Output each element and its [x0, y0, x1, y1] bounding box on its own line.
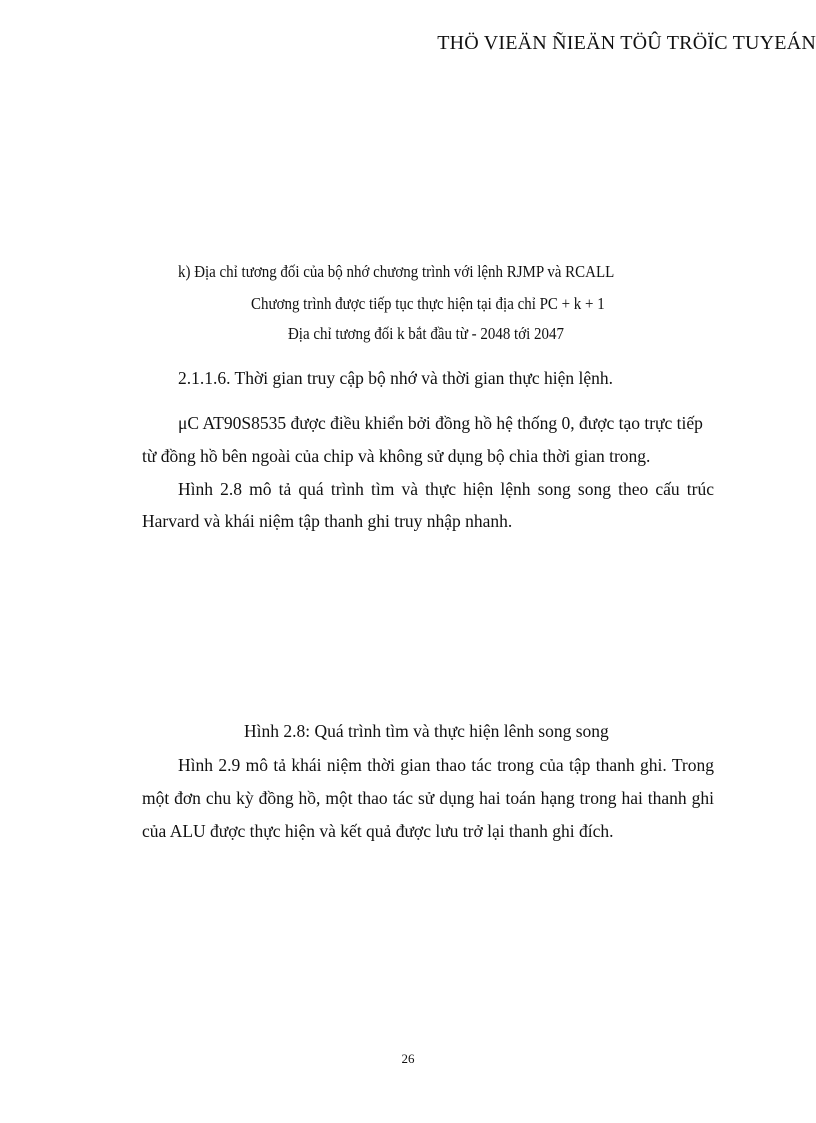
- paragraph-3-line-3: của ALU được thực hiện và kết quả được lưu trở lại thanh ghi đích.: [142, 821, 614, 841]
- paragraph-2-line-2: Harvard và khái niệm tập thanh ghi truy nhập nhanh.: [142, 511, 513, 531]
- rjmp-line-2: Địa chỉ tương đối k bắt đầu từ - 2048 tới 2047: [288, 324, 564, 343]
- paragraph-1-line-1: μC AT90S8535 được điều khiển bởi đồng hồ hệ thống 0, được tạo trực tiếp: [178, 413, 703, 433]
- rjmp-line-1: Chương trình được tiếp tục thực hiện tại địa chỉ PC + k + 1: [251, 294, 605, 313]
- figure-caption: Hình 2.8: Quá trình tìm và thực hiện lênh song song: [244, 721, 609, 741]
- section-heading: 2.1.1.6. Thời gian truy cập bộ nhớ và thời gian thực hiện lệnh.: [178, 368, 613, 388]
- page-header: THÖ VIEÄN ÑIEÄN TÖÛ TRÖÏC TUYEÁN: [437, 32, 816, 54]
- paragraph-2-line-1: Hình 2.8 mô tả quá trình tìm và thực hiện lệnh song song theo cấu trúc: [178, 479, 714, 499]
- rjmp-heading: k) Địa chỉ tương đối của bộ nhớ chương trình với lệnh RJMP và RCALL: [178, 262, 615, 281]
- page-number: 26: [401, 1051, 415, 1066]
- paragraph-1-line-2: từ đồng hồ bên ngoài của chip và không sử dụng bộ chia thời gian trong.: [142, 446, 651, 466]
- paragraph-3-line-2: một đơn chu kỳ đồng hồ, một thao tác sử dụng hai toán hạng trong hai thanh ghi: [142, 788, 714, 808]
- paragraph-3-line-1: Hình 2.9 mô tả khái niệm thời gian thao tác trong của tập thanh ghi. Trong: [178, 755, 714, 775]
